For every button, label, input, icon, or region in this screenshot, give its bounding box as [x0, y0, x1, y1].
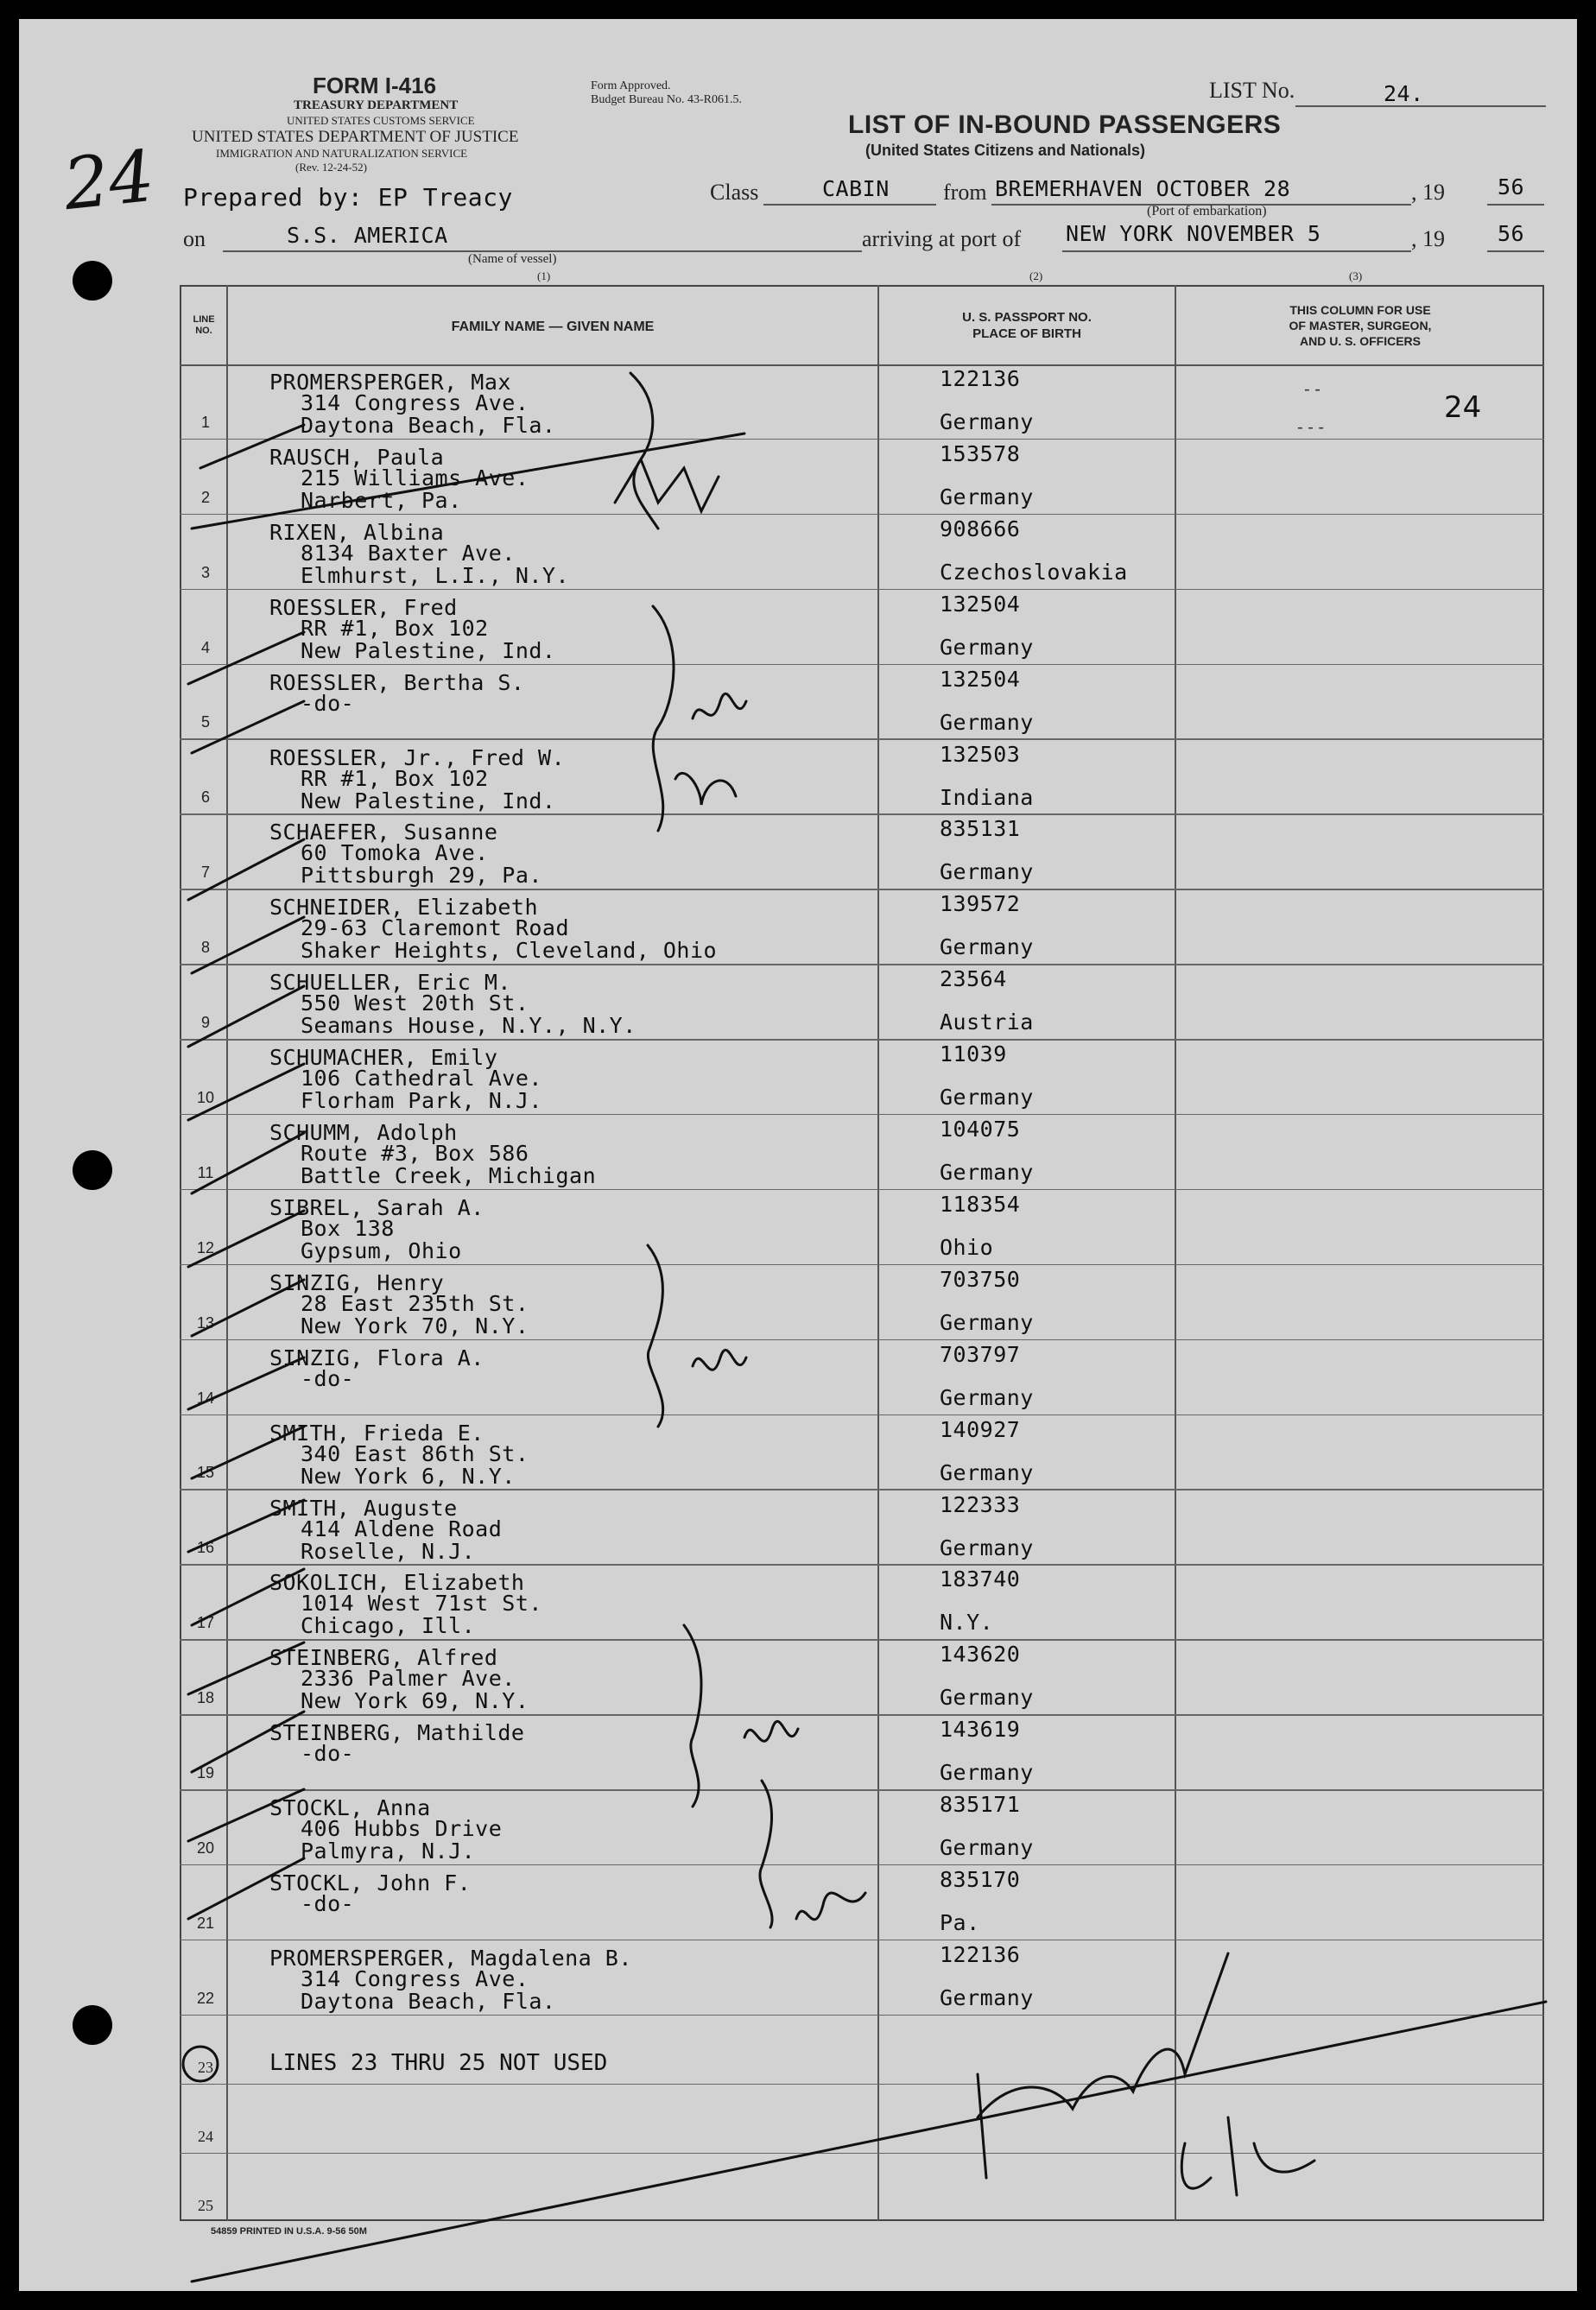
passenger-name: STOCKL, Anna	[269, 1795, 431, 1821]
table-row	[180, 1190, 1544, 1265]
address-line-1: RR #1, Box 102	[301, 615, 489, 641]
column-number-1: (1)	[537, 269, 551, 282]
passport-number: 140927	[940, 1416, 1021, 1442]
passenger-name: SINZIG, Henry	[269, 1269, 445, 1295]
place-of-birth: Germany	[940, 1309, 1034, 1335]
address-line-1: 106 Cathedral Ave.	[301, 1066, 542, 1092]
passport-number: 132504	[940, 666, 1021, 692]
manifest-sheet	[19, 19, 1577, 2291]
address-line-1: 414 Aldene Road	[301, 1516, 503, 1541]
address-line-2: Florham Park, N.J.	[301, 1088, 542, 1114]
place-of-birth: Germany	[940, 1459, 1034, 1485]
line-number: 19	[196, 1764, 215, 1782]
passport-number: 908666	[940, 516, 1021, 541]
on-label: on	[183, 226, 206, 251]
column-number-3: (3)	[1349, 269, 1363, 282]
line-number: 18	[196, 1689, 215, 1707]
line-number: 15	[196, 1464, 215, 1482]
address-line-1: RR #1, Box 102	[301, 765, 489, 791]
table-row	[180, 1415, 1544, 1490]
table-row	[180, 889, 1544, 965]
revision-date: (Rev. 12-24-52)	[295, 161, 367, 174]
passport-header-line-1: U. S. PASSPORT NO.	[962, 310, 1092, 325]
address-line-2: Pittsburgh 29, Pa.	[301, 863, 542, 889]
address-line-2: Elmhurst, L.I., N.Y.	[301, 562, 570, 588]
passenger-name: SIBREL, Sarah A.	[269, 1194, 484, 1220]
address-line-1: 2336 Palmer Ave.	[301, 1666, 516, 1692]
passport-number: 703797	[940, 1341, 1021, 1367]
arrival-value: NEW YORK NOVEMBER 5	[1066, 221, 1321, 246]
place-of-birth: Germany	[940, 934, 1034, 960]
line-number: 11	[197, 1163, 214, 1181]
place-of-birth: Germany	[940, 1835, 1034, 1861]
not-used-note: LINES 23 THRU 25 NOT USED	[269, 2050, 608, 2076]
passenger-name: SINZIG, Flora A.	[269, 1345, 484, 1370]
passenger-name: STOCKL, John F.	[269, 1870, 472, 1895]
passport-number: 122136	[940, 1941, 1021, 1967]
address-line-2: New Palestine, Ind.	[301, 788, 556, 813]
place-of-birth: Indiana	[940, 784, 1034, 810]
table-row	[180, 440, 1544, 515]
line-number: 2	[200, 488, 210, 506]
table-row	[180, 1115, 1544, 1190]
passenger-name: STEINBERG, Mathilde	[269, 1720, 525, 1746]
place-of-birth: Germany	[940, 1535, 1034, 1560]
list-no-label: LIST No.	[1209, 78, 1295, 103]
place-of-birth: Germany	[940, 859, 1034, 885]
table-row	[180, 1940, 1544, 2016]
line-number: 3	[200, 563, 210, 581]
place-of-birth: Germany	[940, 409, 1034, 434]
table-row	[180, 814, 1544, 889]
from-value: BREMERHAVEN OCTOBER 28	[995, 176, 1291, 201]
line-no-header-1: LINE	[193, 314, 215, 325]
passport-number: 132503	[940, 741, 1021, 767]
place-of-birth: Germany	[940, 1085, 1034, 1111]
passport-number: 11039	[940, 1041, 1007, 1067]
address-line-1: 340 East 86th St.	[301, 1440, 529, 1466]
punch-hole	[73, 1150, 112, 1190]
table-row	[180, 364, 1544, 440]
address-line-2: Shaker Heights, Cleveland, Ohio	[301, 938, 718, 964]
place-of-birth: Germany	[940, 1685, 1034, 1711]
officer-header-line-2: OF MASTER, SURGEON,	[1289, 319, 1432, 332]
customs-service: UNITED STATES CUSTOMS SERVICE	[287, 114, 475, 127]
place-of-birth: Ohio	[940, 1234, 994, 1260]
officer-dash-marks: - - -	[1297, 418, 1325, 437]
passenger-name: SCHUELLER, Eric M.	[269, 970, 511, 996]
address-line-2: Seamans House, N.Y., N.Y.	[301, 1013, 636, 1039]
line-number: 8	[200, 939, 210, 957]
arrival-underline	[1062, 250, 1411, 252]
table-row	[180, 1490, 1544, 1566]
place-of-birth: Germany	[940, 1760, 1034, 1786]
ins-service: IMMIGRATION AND NATURALIZATION SERVICE	[216, 147, 468, 160]
passport-number: 153578	[940, 440, 1021, 466]
passport-column-header	[879, 309, 1175, 342]
name-column-header: FAMILY NAME — GIVEN NAME	[451, 320, 655, 334]
address-line-2: Roselle, N.J.	[301, 1538, 476, 1564]
vessel-name: S.S. AMERICA	[287, 223, 448, 248]
address-line-1: Box 138	[301, 1215, 395, 1241]
passport-number: 122333	[940, 1491, 1021, 1517]
table-row	[180, 665, 1544, 740]
line-number: 14	[196, 1389, 215, 1407]
address-line-2: New Palestine, Ind.	[301, 637, 556, 663]
address-line-2: Daytona Beach, Fla.	[301, 413, 556, 438]
class-value: CABIN	[822, 176, 890, 201]
address-line-1: 314 Congress Ave.	[301, 390, 529, 415]
table-row	[180, 1265, 1544, 1340]
passenger-name: RIXEN, Albina	[269, 519, 445, 545]
line-number: 20	[196, 1839, 215, 1857]
passport-number: 143619	[940, 1717, 1021, 1743]
place-of-birth: Germany	[940, 484, 1034, 509]
address-line-2: Palmyra, N.J.	[301, 1839, 476, 1864]
passport-number: 835131	[940, 816, 1021, 842]
address-line-1: 29-63 Claremont Road	[301, 915, 570, 941]
place-of-birth: N.Y.	[940, 1610, 994, 1636]
table-row	[180, 515, 1544, 590]
line-number: 7	[200, 864, 210, 882]
passenger-name: SCHAEFER, Susanne	[269, 820, 498, 845]
line-number: 16	[196, 1539, 215, 1557]
passenger-name: ROESSLER, Bertha S.	[269, 669, 525, 695]
address-line-1: Route #3, Box 586	[301, 1141, 529, 1166]
passenger-name: SMITH, Frieda E.	[269, 1420, 484, 1446]
year-value-2: 56	[1498, 221, 1525, 246]
passport-header-line-2: PLACE OF BIRTH	[972, 326, 1081, 341]
address-line-1: -do-	[301, 1891, 355, 1916]
form-title: FORM I-416	[313, 73, 437, 98]
address-line-1: 215 Williams Ave.	[301, 465, 529, 490]
line-number: 21	[196, 1914, 215, 1932]
place-of-birth: Czechoslovakia	[940, 559, 1128, 585]
embarkation-label: (Port of embarkation)	[1147, 204, 1267, 218]
place-of-birth: Germany	[940, 634, 1034, 660]
year-prefix-2: , 19	[1411, 226, 1445, 251]
address-line-1: 406 Hubbs Drive	[301, 1816, 503, 1842]
punch-hole	[73, 261, 112, 301]
line-number: 12	[196, 1238, 215, 1256]
manifest-subtitle: (United States Citizens and Nationals)	[865, 142, 1146, 159]
passenger-name: ROESSLER, Fred	[269, 594, 458, 620]
passport-number: 835170	[940, 1867, 1021, 1892]
class-underline	[763, 204, 936, 206]
line-number: 23	[198, 2058, 213, 2076]
passenger-name: ROESSLER, Jr., Fred W.	[269, 744, 566, 770]
table-row	[180, 740, 1544, 815]
from-label: from	[943, 180, 987, 205]
line-number: 17	[196, 1614, 215, 1632]
place-of-birth: Germany	[940, 1384, 1034, 1410]
passport-number: 132504	[940, 591, 1021, 617]
officer-note: 24	[1444, 390, 1482, 425]
prepared-by: Prepared by: EP Treacy	[183, 183, 513, 212]
passenger-name: RAUSCH, Paula	[269, 444, 445, 470]
passenger-name: SCHUMACHER, Emily	[269, 1045, 498, 1071]
punch-hole	[73, 2005, 112, 2045]
empty-row	[180, 2085, 1544, 2154]
passenger-name: SCHNEIDER, Elizabeth	[269, 895, 539, 921]
line-no-header	[181, 314, 226, 337]
place-of-birth: Germany	[940, 709, 1034, 735]
table-row	[180, 1640, 1544, 1715]
address-line-2: Chicago, Ill.	[301, 1613, 476, 1639]
line-number: 24	[198, 2127, 213, 2145]
address-line-2: Gypsum, Ohio	[301, 1237, 462, 1263]
passenger-name: SCHUMM, Adolph	[269, 1120, 458, 1145]
passport-number: 122136	[940, 366, 1021, 391]
form-approved: Form Approved.	[591, 79, 671, 92]
empty-row	[180, 2154, 1544, 2223]
officer-column-header	[1176, 302, 1544, 349]
passenger-name: PROMERSPERGER, Max	[269, 370, 511, 395]
arriving-label: arriving at port of	[862, 226, 1022, 251]
place-of-birth: Germany	[940, 1160, 1034, 1185]
table-row	[180, 1040, 1544, 1115]
year-value-1: 56	[1498, 174, 1525, 199]
passport-number: 139572	[940, 891, 1021, 917]
line-number: 9	[200, 1014, 210, 1032]
manifest-title: LIST OF IN-BOUND PASSENGERS	[848, 111, 1282, 139]
printer-footer: 54859 PRINTED IN U.S.A. 9-56 50M	[211, 2226, 367, 2237]
passport-number: 183740	[940, 1566, 1021, 1592]
treasury-dept: TREASURY DEPARTMENT	[294, 98, 459, 112]
address-line-1: 550 West 20th St.	[301, 990, 529, 1016]
year-underline-2	[1487, 250, 1544, 252]
address-line-2: New York 70, N.Y.	[301, 1313, 529, 1339]
passport-number: 703750	[940, 1266, 1021, 1292]
officer-header-line-3: AND U. S. OFFICERS	[1299, 334, 1421, 348]
year-prefix-1: , 19	[1411, 180, 1445, 205]
address-line-1: 28 East 235th St.	[301, 1290, 529, 1316]
table-row	[180, 1565, 1544, 1640]
address-line-1: -do-	[301, 1741, 355, 1767]
address-line-1: 1014 West 71st St.	[301, 1591, 542, 1617]
line-number: 22	[196, 1989, 215, 2007]
passenger-name: STEINBERG, Alfred	[269, 1645, 498, 1671]
passport-number: 143620	[940, 1642, 1021, 1668]
passenger-name: SOKOLICH, Elizabeth	[269, 1570, 525, 1596]
address-line-2: New York 69, N.Y.	[301, 1688, 529, 1714]
margin-number: 24	[60, 135, 159, 227]
place-of-birth: Germany	[940, 1984, 1034, 2010]
line-number: 6	[200, 788, 210, 807]
address-line-1: -do-	[301, 1365, 355, 1391]
passport-number: 118354	[940, 1191, 1021, 1217]
line-number: 5	[200, 713, 210, 731]
address-line-1: 314 Congress Ave.	[301, 1965, 529, 1991]
list-no-value: 24.	[1384, 81, 1424, 106]
line-no-header-2: NO.	[195, 326, 212, 336]
column-number-2: (2)	[1029, 269, 1043, 282]
table-row	[180, 965, 1544, 1040]
line-number: 10	[196, 1088, 215, 1106]
address-line-1: 8134 Baxter Ave.	[301, 540, 516, 566]
officer-header-line-1: THIS COLUMN FOR USE	[1289, 303, 1431, 317]
officer-dash-marks: - -	[1304, 380, 1320, 399]
passenger-name: PROMERSPERGER, Magdalena B.	[269, 1945, 632, 1971]
justice-dept: UNITED STATES DEPARTMENT OF JUSTICE	[192, 128, 519, 146]
place-of-birth: Austria	[940, 1009, 1034, 1035]
table-row	[180, 590, 1544, 665]
table-row	[180, 1865, 1544, 1940]
address-line-2: Narbert, Pa.	[301, 487, 462, 513]
line-number: 25	[198, 2196, 213, 2214]
table-row	[180, 1715, 1544, 1790]
vessel-label: (Name of vessel)	[468, 252, 557, 266]
place-of-birth: Pa.	[940, 1910, 980, 1935]
budget-bureau: Budget Bureau No. 43-R061.5.	[591, 93, 742, 106]
line-number: 4	[200, 638, 210, 656]
table-row	[180, 1790, 1544, 1865]
address-line-2: Daytona Beach, Fla.	[301, 1988, 556, 2014]
passenger-name: SMITH, Auguste	[269, 1495, 458, 1521]
address-line-2: New York 6, N.Y.	[301, 1463, 516, 1489]
table-row	[180, 1340, 1544, 1415]
line-number: 13	[196, 1313, 215, 1332]
line-number: 1	[200, 413, 210, 431]
address-line-1: 60 Tomoka Ave.	[301, 840, 489, 866]
address-line-2: Battle Creek, Michigan	[301, 1163, 597, 1188]
year-underline-1	[1487, 204, 1544, 206]
passport-number: 835171	[940, 1792, 1021, 1818]
address-line-1: -do-	[301, 690, 355, 716]
passport-number: 23564	[940, 966, 1007, 992]
class-label: Class	[710, 180, 759, 205]
passport-number: 104075	[940, 1117, 1021, 1142]
